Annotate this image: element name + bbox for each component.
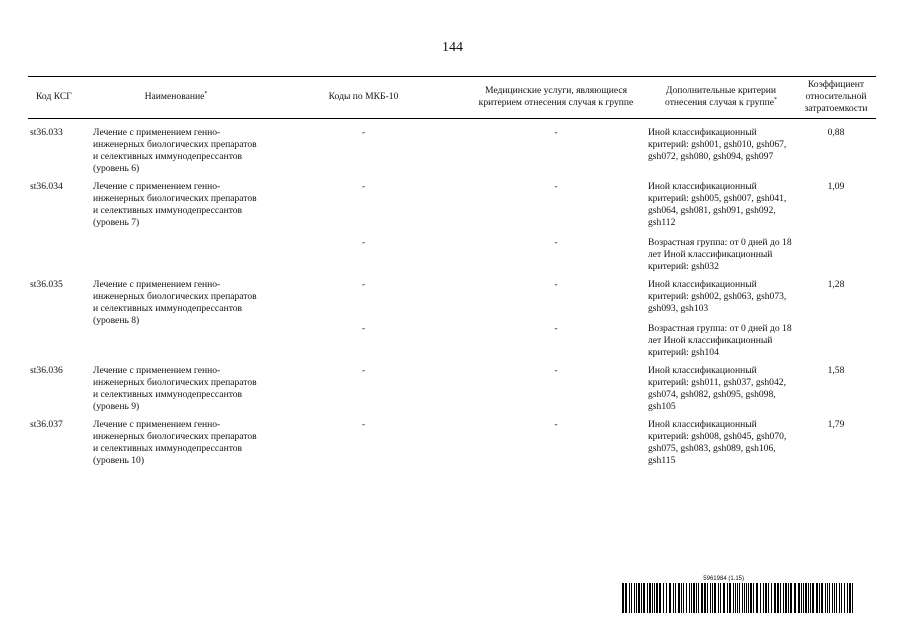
barcode-bar xyxy=(629,583,630,613)
barcode-bar xyxy=(739,583,740,613)
barcode-bar xyxy=(659,583,661,613)
cell-services: - xyxy=(554,419,558,430)
barcode-bar xyxy=(805,583,807,613)
barcode-bar xyxy=(693,583,695,613)
cell-mkb: - xyxy=(361,323,366,334)
barcode-bar xyxy=(765,583,767,613)
barcode-bar xyxy=(654,583,655,613)
barcode-bar xyxy=(852,583,853,613)
cell-criteria: Иной классификационный критерий: gsh005, gsh007, gsh041, gsh064, gsh081, gsh091, gsh092, gsh112 xyxy=(648,181,787,228)
barcode-bar xyxy=(819,583,820,613)
barcode-bar xyxy=(686,583,687,613)
header-services: Медицинские услуги, являющиеся критерием отнесения случая к группе xyxy=(466,77,646,119)
barcode-bar xyxy=(622,583,624,613)
cell-name: Лечение с применением генно-инженерных биологических препаратов и селективных иммунодепрессантов (уровень 9) xyxy=(93,365,257,412)
barcode xyxy=(622,576,856,613)
barcode-bar xyxy=(678,583,680,613)
barcode-bar xyxy=(718,583,719,613)
barcode-bar xyxy=(829,583,830,613)
cell-criteria: Возрастная группа: от 0 дней до 18 лет Иной классификационный критерий: gsh104 xyxy=(648,323,792,358)
table-body xyxy=(28,119,876,468)
barcode-bar xyxy=(844,583,845,613)
cell-services: - xyxy=(554,237,558,248)
cell-services: - xyxy=(554,323,558,334)
table-header-row xyxy=(28,77,876,119)
barcode-bar xyxy=(710,583,711,613)
barcode-graphic xyxy=(622,583,856,613)
barcode-bar xyxy=(733,583,734,613)
barcode-bar xyxy=(780,583,781,613)
barcode-bar xyxy=(783,583,784,613)
barcode-bar xyxy=(643,583,645,613)
cell-code: st36.036 xyxy=(30,365,63,376)
barcode-bar xyxy=(788,583,789,613)
barcode-bar xyxy=(673,583,674,613)
barcode-bar xyxy=(746,583,747,613)
header-mkb: Коды по МКБ-10 xyxy=(261,77,466,119)
cell-services: - xyxy=(554,181,558,192)
barcode-bar xyxy=(771,583,772,613)
barcode-bar xyxy=(832,583,833,613)
barcode-bar xyxy=(649,583,651,613)
cell-services: - xyxy=(554,279,558,290)
barcode-bar xyxy=(839,583,840,613)
barcode-bar xyxy=(836,583,837,613)
barcode-bar xyxy=(794,583,796,613)
barcode-bar xyxy=(698,583,699,613)
barcode-bar xyxy=(666,583,667,613)
barcode-bar xyxy=(631,583,632,613)
barcode-bar xyxy=(656,583,658,613)
barcode-bar xyxy=(827,583,828,613)
table-row xyxy=(28,119,876,176)
barcode-bar xyxy=(714,583,716,613)
barcode-bar xyxy=(742,583,743,613)
cell-mkb: - xyxy=(361,279,366,290)
barcode-bar xyxy=(847,583,848,613)
cell-coef: 0,88 xyxy=(827,127,845,138)
cell-mkb: - xyxy=(361,365,366,376)
barcode-bar xyxy=(729,583,731,613)
barcode-bar xyxy=(821,583,823,613)
barcode-bar xyxy=(744,583,745,613)
barcode-bar xyxy=(689,583,690,613)
barcode-bar xyxy=(841,583,842,613)
cell-criteria: Иной классификационный критерий: gsh011, gsh037, gsh042, gsh074, gsh082, gsh095, gsh098, gsh105 xyxy=(648,365,786,412)
barcode-bar xyxy=(681,583,682,613)
barcode-bar xyxy=(812,583,814,613)
barcode-bar xyxy=(756,583,758,613)
cell-mkb: - xyxy=(361,237,366,248)
barcode-bar xyxy=(834,583,835,613)
cell-criteria: Иной классификационный критерий: gsh001, gsh010, gsh067, gsh072, gsh080, gsh094, gsh097 xyxy=(648,127,787,162)
header-coef: Коэффициент относительной затратоемкости xyxy=(796,77,876,119)
ksg-table xyxy=(28,76,876,467)
cell-services: - xyxy=(554,365,558,376)
cell-coef: 1,58 xyxy=(827,365,845,376)
cell-name: Лечение с применением генно-инженерных биологических препаратов и селективных иммунодепрессантов (уровень 8) xyxy=(93,279,257,326)
header-criteria: Дополнительные критерии отнесения случая к группе* xyxy=(646,77,796,119)
cell-name: Лечение с применением генно-инженерных биологических препаратов и селективных иммунодепрессантов (уровень 7) xyxy=(93,181,257,228)
table-row xyxy=(28,175,876,229)
barcode-text: 5961984 (1.15) xyxy=(703,576,744,582)
barcode-bar xyxy=(768,583,769,613)
barcode-bar xyxy=(785,583,787,613)
barcode-bar xyxy=(753,583,754,613)
barcode-bar xyxy=(748,583,749,613)
barcode-bar xyxy=(638,583,640,613)
barcode-bar xyxy=(810,583,811,613)
barcode-bar xyxy=(707,583,708,613)
barcode-bar xyxy=(636,583,637,613)
cell-code: st36.035 xyxy=(30,279,63,290)
barcode-bar xyxy=(825,583,826,613)
cell-name: Лечение с применением генно-инженерных биологических препаратов и селективных иммунодепрессантов (уровень 10) xyxy=(93,419,257,466)
barcode-bar xyxy=(723,583,725,613)
cell-coef: 1,28 xyxy=(827,279,845,290)
cell-mkb: - xyxy=(361,419,366,430)
table-row xyxy=(28,413,876,467)
barcode-bar xyxy=(816,583,818,613)
barcode-bar xyxy=(808,583,809,613)
header-code: Код КСГ xyxy=(28,77,91,119)
barcode-bar xyxy=(663,583,664,613)
cell-coef: 1,09 xyxy=(827,181,845,192)
barcode-bar xyxy=(760,583,761,613)
cell-criteria: Иной классификационный критерий: gsh008, gsh045, gsh070, gsh075, gsh083, gsh089, gsh106, gsh115 xyxy=(648,419,787,466)
barcode-bar xyxy=(652,583,653,613)
cell-code: st36.037 xyxy=(30,419,63,430)
cell-mkb: - xyxy=(361,181,366,192)
table-row xyxy=(28,273,876,315)
cell-code: st36.033 xyxy=(30,127,63,138)
barcode-bar xyxy=(625,583,627,613)
cell-code: st36.034 xyxy=(30,181,63,192)
barcode-bar xyxy=(669,583,671,613)
barcode-bar xyxy=(704,583,706,613)
cell-coef: 1,79 xyxy=(827,419,845,430)
barcode-bar xyxy=(691,583,692,613)
barcode-bar xyxy=(790,583,792,613)
barcode-bar xyxy=(803,583,804,613)
barcode-bar xyxy=(849,583,851,613)
barcode-bar xyxy=(777,583,779,613)
barcode-bar xyxy=(798,583,800,613)
barcode-bar xyxy=(737,583,738,613)
barcode-bar xyxy=(634,583,635,613)
barcode-bar xyxy=(750,583,752,613)
barcode-bar xyxy=(696,583,697,613)
cell-services: - xyxy=(554,127,558,138)
cell-mkb: - xyxy=(361,127,366,138)
page-number: 144 xyxy=(442,40,463,55)
cell-name: Лечение с применением генно-инженерных биологических препаратов и селективных иммунодепрессантов (уровень 6) xyxy=(93,127,257,174)
barcode-bar xyxy=(701,583,703,613)
barcode-bar xyxy=(801,583,802,613)
barcode-bar xyxy=(727,583,728,613)
barcode-bar xyxy=(735,583,736,613)
table-row xyxy=(28,359,876,413)
cell-criteria: Иной классификационный критерий: gsh002, gsh063, gsh073, gsh093, gsh103 xyxy=(648,279,787,314)
barcode-bar xyxy=(763,583,764,613)
barcode-bar xyxy=(720,583,721,613)
barcode-bar xyxy=(774,583,776,613)
barcode-bar xyxy=(675,583,676,613)
header-name: Наименование* xyxy=(91,77,261,119)
cell-criteria: Возрастная группа: от 0 дней до 18 лет Иной классификационный критерий: gsh032 xyxy=(648,237,792,272)
barcode-bar xyxy=(647,583,648,613)
barcode-bar xyxy=(683,583,684,613)
barcode-bar xyxy=(641,583,642,613)
barcode-bar xyxy=(712,583,713,613)
